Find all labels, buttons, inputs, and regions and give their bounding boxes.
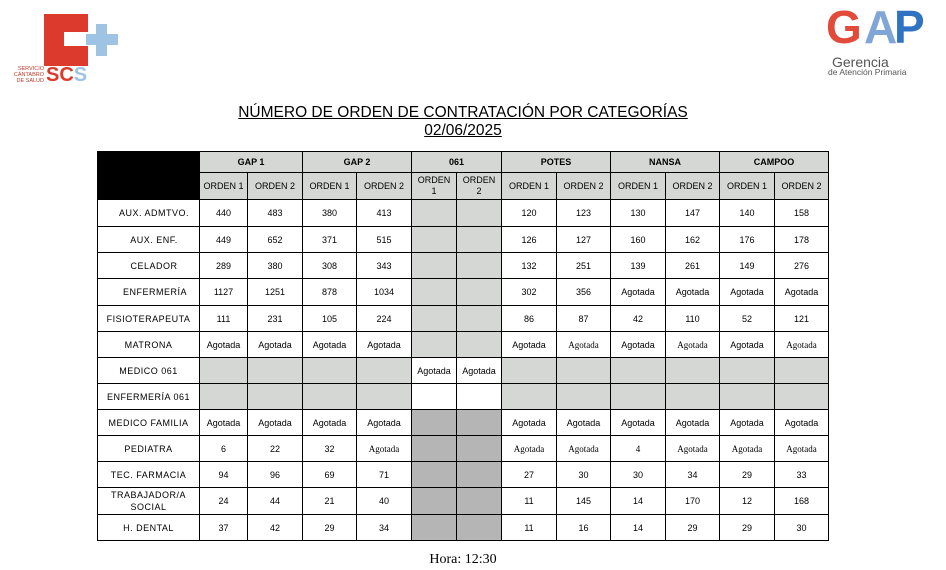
table-row [98,306,829,332]
value-cell: 29 [666,515,720,541]
value-cell [412,436,457,462]
value-cell [200,358,248,384]
orden-2-header: ORDEN 2 [557,173,611,200]
value-cell: Agotada [611,332,666,358]
category-cell: MEDICO 061 [98,358,200,384]
orden-1-header: ORDEN 1 [303,173,357,200]
value-cell: Agotada [775,436,829,462]
value-cell [457,436,502,462]
value-cell: 149 [720,253,775,279]
category-cell: ENFERMERÍA [98,279,200,306]
value-cell [666,358,720,384]
value-cell [457,306,502,332]
value-cell [200,384,248,410]
value-cell: 33 [775,462,829,488]
value-cell: 140 [720,200,775,227]
value-cell: 11 [502,515,557,541]
value-cell [457,279,502,306]
value-cell: Agotada [666,332,720,358]
value-cell: 12 [720,488,775,515]
table-row [98,462,829,488]
table-row [98,332,829,358]
document-date: 02/06/2025 [424,122,502,139]
value-cell [412,410,457,436]
value-cell: Agotada [357,410,412,436]
value-cell: 121 [775,306,829,332]
table-row [98,384,829,410]
value-cell: Agotada [248,332,303,358]
value-cell [303,358,357,384]
category-cell: TRABAJADOR/A SOCIAL [98,488,200,515]
value-cell [412,384,457,410]
gap-name: Gerencia [832,54,889,70]
category-cell: AUX. ENF. [98,227,200,253]
group-header-row [98,152,829,173]
table-row [98,358,829,384]
value-cell: 96 [248,462,303,488]
value-cell: 4 [611,436,666,462]
value-cell: 289 [200,253,248,279]
value-cell: 147 [666,200,720,227]
value-cell [457,253,502,279]
value-cell: Agotada [303,410,357,436]
value-cell: Agotada [720,279,775,306]
value-cell [457,488,502,515]
value-cell [457,462,502,488]
value-cell: 878 [303,279,357,306]
cross-icon [86,24,118,56]
value-cell: Agotada [775,332,829,358]
value-cell: 231 [248,306,303,332]
table-row [98,488,829,515]
value-cell: 34 [357,515,412,541]
value-cell: Agotada [502,436,557,462]
value-cell: 176 [720,227,775,253]
orden-1-header: ORDEN 1 [502,173,557,200]
footer-time: Hora: 12:30 [429,552,497,567]
category-cell: AUX. ADMTVO. [98,200,200,227]
group-header: GAP 1 [200,152,303,173]
category-cell: FISIOTERAPEUTA [98,306,200,332]
gap-letter-p: P [894,1,925,53]
value-cell: Agotada [775,279,829,306]
value-cell: 261 [666,253,720,279]
table-row [98,515,829,541]
gap-logo [824,1,936,80]
value-cell [412,306,457,332]
value-cell: 276 [775,253,829,279]
value-cell [611,384,666,410]
orden-1-header: ORDEN 1 [720,173,775,200]
orden-2-header: ORDEN 2 [775,173,829,200]
value-cell: 71 [357,462,412,488]
value-cell: Agotada [611,279,666,306]
value-cell: 652 [248,227,303,253]
value-cell: Agotada [720,410,775,436]
value-cell: 11 [502,488,557,515]
value-cell: 40 [357,488,412,515]
value-cell: 1251 [248,279,303,306]
gap-letter-a: A [864,1,898,53]
value-cell: Agotada [248,410,303,436]
value-cell: Agotada [666,279,720,306]
value-cell [720,384,775,410]
table-row [98,200,829,227]
value-cell: 6 [200,436,248,462]
value-cell: Agotada [200,332,248,358]
value-cell: 308 [303,253,357,279]
value-cell: Agotada [557,410,611,436]
category-cell: TEC. FARMACIA [98,462,200,488]
value-cell: 371 [303,227,357,253]
value-cell: 356 [557,279,611,306]
orden-1-header: ORDEN 1 [611,173,666,200]
value-cell: 29 [303,515,357,541]
category-cell: H. DENTAL [98,515,200,541]
document-title: NÚMERO DE ORDEN DE CONTRATACIÓN POR CATEGORÍAS [238,104,688,121]
value-cell [457,384,502,410]
group-header: POTES [502,152,611,173]
value-cell: 168 [775,488,829,515]
value-cell: Agotada [666,436,720,462]
orden-2-header: ORDEN 2 [666,173,720,200]
value-cell: 24 [200,488,248,515]
value-cell: 302 [502,279,557,306]
table-row [98,436,829,462]
value-cell: Agotada [557,436,611,462]
value-cell [303,384,357,410]
value-cell: Agotada [412,358,457,384]
value-cell: 515 [357,227,412,253]
value-cell: Agotada [357,332,412,358]
value-cell: 111 [200,306,248,332]
value-cell: 30 [775,515,829,541]
corner-cell [98,152,200,200]
gap-letter-g: G [826,1,862,53]
value-cell: 34 [666,462,720,488]
value-cell: 170 [666,488,720,515]
orden-2-header: ORDEN 2 [357,173,412,200]
value-cell: 30 [557,462,611,488]
value-cell [457,332,502,358]
orden-2-header-split: ORDEN 2 [457,173,502,200]
value-cell: 14 [611,488,666,515]
value-cell: Agotada [775,410,829,436]
value-cell: 27 [502,462,557,488]
value-cell [457,227,502,253]
value-cell: 126 [502,227,557,253]
value-cell: 132 [502,253,557,279]
value-cell [412,515,457,541]
table-row [98,253,829,279]
value-cell: Agotada [502,332,557,358]
value-cell: 86 [502,306,557,332]
value-cell: 22 [248,436,303,462]
value-cell [457,200,502,227]
value-cell [775,358,829,384]
value-cell: 69 [303,462,357,488]
gap-subtitle: de Atención Primaria [828,67,907,77]
value-cell [412,462,457,488]
value-cell [412,332,457,358]
value-cell [357,358,412,384]
group-header: 061 [412,152,502,173]
value-cell: Agotada [303,332,357,358]
value-cell [357,384,412,410]
value-cell: 130 [611,200,666,227]
scs-small-text: SERVICIO CÁNTABRO DE SALUD [13,66,44,84]
value-cell: 44 [248,488,303,515]
value-cell: 42 [248,515,303,541]
value-cell: 29 [720,515,775,541]
value-cell [457,515,502,541]
value-cell: Agotada [666,410,720,436]
value-cell: 380 [303,200,357,227]
value-cell: 162 [666,227,720,253]
category-cell: PEDIATRA [98,436,200,462]
value-cell: Agotada [457,358,502,384]
scs-red-block [44,14,88,66]
value-cell: Agotada [200,410,248,436]
value-cell [611,358,666,384]
value-cell: 440 [200,200,248,227]
orden-table [97,151,829,541]
scs-wordmark: SCS [46,64,88,86]
orden-1-header: ORDEN 1 [200,173,248,200]
value-cell: 32 [303,436,357,462]
value-cell: 30 [611,462,666,488]
value-cell: 120 [502,200,557,227]
category-cell: MATRONA [98,332,200,358]
value-cell [557,358,611,384]
value-cell: 413 [357,200,412,227]
value-cell: Agotada [502,410,557,436]
value-cell [502,384,557,410]
value-cell: 14 [611,515,666,541]
value-cell: 380 [248,253,303,279]
table-row [98,410,829,436]
value-cell [412,200,457,227]
value-cell: 160 [611,227,666,253]
value-cell: Agotada [357,436,412,462]
value-cell [720,358,775,384]
value-cell: 87 [557,306,611,332]
value-cell: 110 [666,306,720,332]
value-cell [412,488,457,515]
value-cell: 251 [557,253,611,279]
value-cell: 145 [557,488,611,515]
value-cell: 21 [303,488,357,515]
category-cell: CELADOR [98,253,200,279]
scs-logo [6,12,121,86]
category-cell: ENFERMERÍA 061 [98,384,200,410]
value-cell: 94 [200,462,248,488]
value-cell: Agotada [557,332,611,358]
value-cell [502,358,557,384]
value-cell: 16 [557,515,611,541]
orden-2-header: ORDEN 2 [248,173,303,200]
value-cell: 158 [775,200,829,227]
value-cell [412,279,457,306]
table-row [98,279,829,306]
value-cell: Agotada [611,410,666,436]
value-cell: 449 [200,227,248,253]
value-cell [248,384,303,410]
value-cell [248,358,303,384]
value-cell [412,253,457,279]
value-cell: 343 [357,253,412,279]
value-cell: Agotada [720,332,775,358]
value-cell: 1127 [200,279,248,306]
value-cell: 42 [611,306,666,332]
value-cell: 29 [720,462,775,488]
value-cell: 105 [303,306,357,332]
group-header: CAMPOO [720,152,829,173]
value-cell [666,384,720,410]
value-cell [412,227,457,253]
value-cell: Agotada [720,436,775,462]
group-header: NANSA [611,152,720,173]
subheader-row [98,173,829,200]
value-cell: 123 [557,200,611,227]
value-cell [557,384,611,410]
value-cell: 224 [357,306,412,332]
value-cell: 37 [200,515,248,541]
group-header: GAP 2 [303,152,412,173]
category-cell: MEDICO FAMILIA [98,410,200,436]
orden-1-header-split: ORDEN 1 [412,173,457,200]
value-cell: 127 [557,227,611,253]
value-cell: 139 [611,253,666,279]
value-cell: 178 [775,227,829,253]
value-cell: 483 [248,200,303,227]
value-cell [457,410,502,436]
value-cell: 52 [720,306,775,332]
value-cell [775,384,829,410]
table-row [98,227,829,253]
value-cell: 1034 [357,279,412,306]
